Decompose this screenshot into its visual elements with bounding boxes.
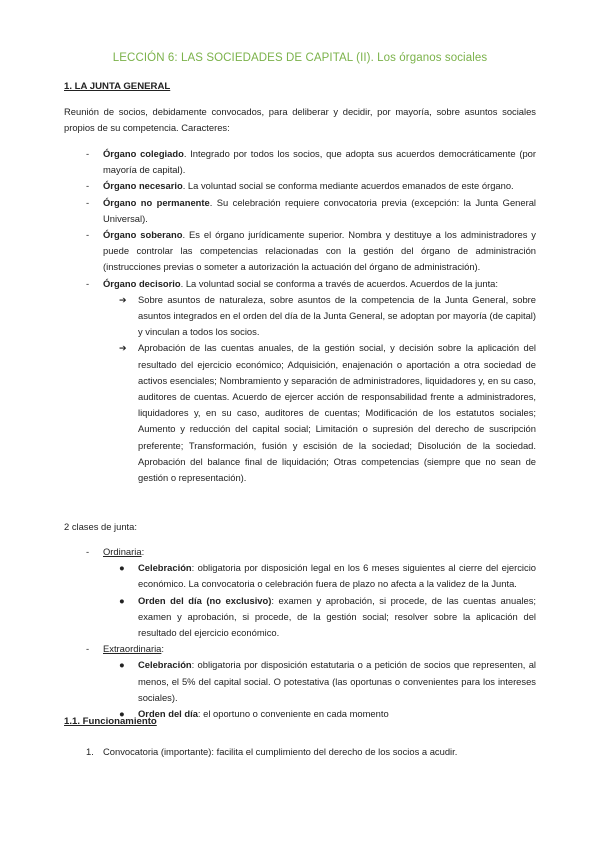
section-heading-junta-general: 1. LA JUNTA GENERAL	[64, 81, 171, 92]
extraordinaria-label: Extraordinaria	[103, 643, 162, 655]
list-item	[64, 146, 536, 178]
item-text: . Es el órgano jurídicamente superior. Nombra y destituye a los administradores y puede controlar las competencias relacionadas con la gestión del órgano de administración (instrucciones previas o someter a autorización la actuación del órgano de administración).	[103, 229, 536, 273]
bullet-dot: ●	[119, 659, 125, 671]
numbered-item	[64, 744, 536, 760]
numbered-list	[64, 744, 536, 760]
lesson-title: LECCIÓN 6: LAS SOCIEDADES DE CAPITAL (II). Los órganos sociales	[112, 52, 488, 64]
acuerdo-text: Aprobación de las cuentas anuales, de la gestión social, y decisión sobre la aplicación del resultado del ejercicio económico; Adquisición, enajenación o aportación a otra sociedad de activos esenciales; Nombramiento y separación de administradores, liquidadores y, en su caso, auditores de cuentas. Acuerdo de ejercer acción de responsabilidad frente a administradores, liquidadores y, en su caso, auditores de cuentas; Modificación de los estatutos sociales; Aumento y reducción del capital social; Limitación o supresión del derecho de suscripción preferente; Transformación, fusión y escisión de la sociedad; Disolución de la sociedad. Aprobación del balance final de liquidación; Otras competencias (siempre que no sean de gestión o representación).	[138, 342, 536, 484]
list-item-ordinaria	[64, 544, 536, 560]
clases-intro: 2 clases de junta:	[64, 521, 137, 532]
clases-list	[64, 544, 536, 722]
bullet-dash: -	[86, 196, 90, 208]
item-text: Convocatoria (importante): facilita el cumplimiento del derecho de los socios a acudir.	[103, 746, 458, 757]
item-term: Orden del día	[138, 708, 198, 720]
section-heading-funcionamiento: 1.1. Funcionamiento	[64, 716, 157, 727]
list-item	[64, 276, 536, 292]
bullet-dot: ●	[119, 594, 125, 606]
item-text: : obligatoria por disposición legal en los 6 meses siguientes al cierre del ejercicio económico. La convocatoria o celebración fuera de plazo no afecta a la validez de la Junta.	[138, 562, 536, 590]
item-text: : el oportuno o conveniente en cada momento	[197, 708, 389, 720]
list-item	[64, 227, 536, 276]
ordinaria-item	[64, 560, 536, 592]
colon: :	[141, 546, 145, 557]
item-text: . Su celebración requiere convocatoria previa (excepción: la Junta General Universal).	[103, 196, 537, 224]
characters-list	[64, 146, 536, 486]
bullet-dot: ●	[119, 708, 125, 720]
bullet-dash: -	[86, 180, 90, 192]
ordinaria-label: Ordinaria	[103, 546, 142, 557]
item-term: Órgano decisorio	[103, 277, 181, 289]
bullet-dash: -	[86, 148, 90, 159]
acuerdo-text: Sobre asuntos de naturaleza, sobre asuntos de la competencia de la Junta General, sobre asuntos integrados en el orden del día de la Junta General, se adoptan por mayoría (de capital) y vinculan a todos los socios.	[138, 293, 536, 338]
item-term: Celebración	[138, 659, 192, 671]
extraordinaria-item	[64, 657, 536, 706]
colon: :	[161, 643, 164, 655]
item-term: Órgano necesario	[103, 180, 183, 192]
item-text: : examen y aprobación, si procede, de las cuentas anuales; examen y aprobación, si procede, de la gestión social; resolver sobre la aplicación del resultado del ejercicio económico.	[138, 594, 537, 639]
item-text: . La voluntad social se conforma mediante acuerdos emanados de este órgano.	[182, 180, 514, 192]
acuerdo-item	[64, 340, 536, 486]
item-term: Órgano colegiado	[103, 148, 184, 159]
arrow-icon: ➔	[119, 343, 127, 354]
list-item-extraordinaria	[64, 641, 536, 657]
bullet-dot: ●	[119, 562, 125, 574]
item-term: Órgano soberano	[103, 229, 183, 241]
item-text: . Integrado por todos los socios, que adopta sus acuerdos democráticamente (por mayoría de capital).	[103, 148, 536, 176]
list-item	[64, 195, 536, 227]
list-item	[64, 178, 536, 194]
intro-paragraph: Reunión de socios, debidamente convocados, para deliberar y decidir, por mayoría, sobre asuntos sociales propios de su competencia. Caracteres:	[64, 106, 536, 134]
bullet-dash: -	[86, 277, 90, 289]
item-term: Orden del día (no exclusivo)	[138, 594, 272, 606]
bullet-dash: -	[86, 643, 90, 655]
item-term: Órgano no permanente	[103, 196, 210, 208]
bullet-dash: -	[86, 546, 90, 557]
bullet-dash: -	[86, 229, 90, 241]
item-text: . La voluntad social se conforma a través de acuerdos. Acuerdos de la junta:	[180, 277, 499, 289]
item-text: : obligatoria por disposición estatutaria o a petición de socios que representen, al menos, el 5% del capital social. O potestativa (las oportunas o convenientes para los intereses sociales).	[138, 659, 536, 703]
acuerdo-item	[64, 292, 536, 341]
item-number: 1.	[86, 746, 94, 757]
ordinaria-item	[64, 593, 536, 642]
item-term: Celebración	[138, 562, 192, 574]
arrow-icon: ➔	[119, 294, 127, 305]
